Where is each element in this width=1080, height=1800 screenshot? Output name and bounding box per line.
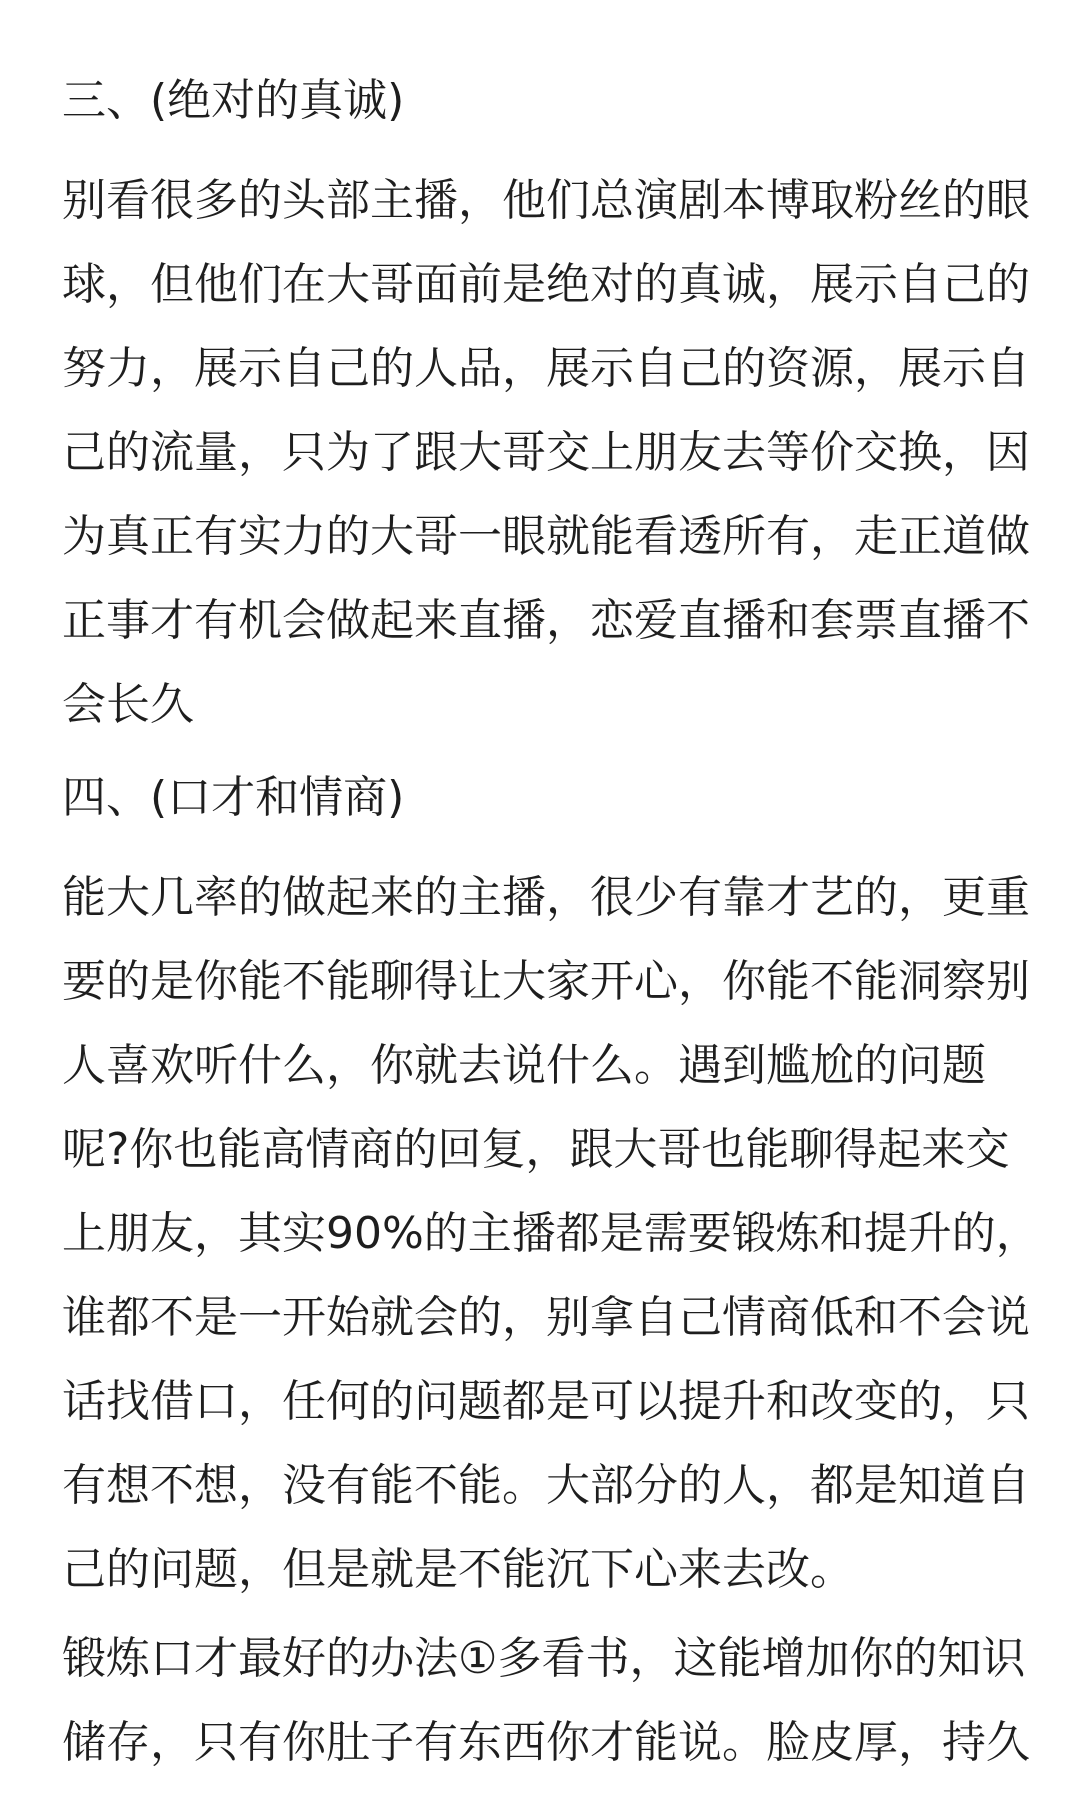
heading-line: 四、(口才和情商) <box>62 772 405 823</box>
paragraph-line: 上朋友，其实90%的主播都是需要锻炼和提升的， <box>62 1208 1040 1259</box>
paragraph-line: 储存，只有你肚子有东西你才能说。脸皮厚，持久 <box>62 1717 1030 1768</box>
paragraph-line: 球，但他们在大哥面前是绝对的真诚，展示自己的 <box>62 259 1030 310</box>
paragraph-sincerity <box>62 159 1030 747</box>
paragraph-line: 己的流量，只为了跟大哥交上朋友去等价交换，因 <box>62 427 1030 478</box>
paragraph-line: 正事才有机会做起来直播，恋爱直播和套票直播不 <box>62 595 1030 646</box>
paragraph-eloquence <box>62 856 1040 1612</box>
paragraph-line: 能大几率的做起来的主播，很少有靠才艺的，更重 <box>62 872 1030 923</box>
paragraph-line: 锻炼口才最好的办法①多看书，这能增加你的知识 <box>62 1633 1026 1684</box>
paragraph-line: 为真正有实力的大哥一眼就能看透所有，走正道做 <box>62 511 1030 562</box>
paragraph-practice <box>62 1617 1030 1785</box>
paragraph-line: 要的是你能不能聊得让大家开心，你能不能洞察别 <box>62 956 1030 1007</box>
heading-line: 三、(绝对的真诚) <box>62 75 405 126</box>
paragraph-line: 会长久 <box>62 679 194 730</box>
paragraph-line: 努力，展示自己的人品，展示自己的资源，展示自 <box>62 343 1030 394</box>
paragraph-line: 话找借口，任何的问题都是可以提升和改变的，只 <box>62 1376 1030 1427</box>
paragraph-line: 呢?你也能高情商的回复，跟大哥也能聊得起来交 <box>62 1124 1010 1175</box>
paragraph-line: 谁都不是一开始就会的，别拿自己情商低和不会说 <box>62 1292 1030 1343</box>
section-heading-4 <box>62 756 1022 840</box>
paragraph-line: 己的问题，但是就是不能沉下心来去改。 <box>62 1544 854 1595</box>
section-heading-3 <box>62 59 1022 143</box>
paragraph-line: 别看很多的头部主播，他们总演剧本博取粉丝的眼 <box>62 175 1030 226</box>
paragraph-line: 有想不想，没有能不能。大部分的人，都是知道自 <box>62 1460 1030 1511</box>
paragraph-line: 人喜欢听什么，你就去说什么。遇到尴尬的问题 <box>62 1040 986 1091</box>
